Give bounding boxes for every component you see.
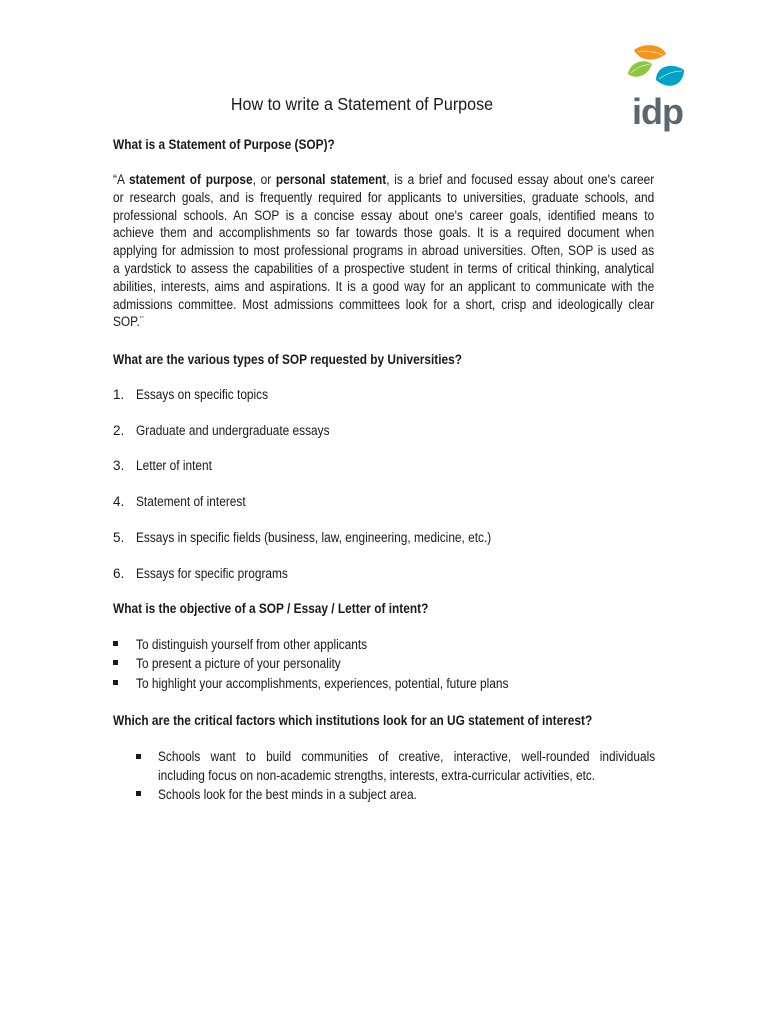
list-number: 3. (113, 458, 125, 473)
line-text: achieve them and accomplishments so far towards those goals. It is a required document when (113, 225, 655, 241)
line-text: applying for admission to most professional programs in abroad universities. Often, SOP is used as (113, 243, 655, 259)
paragraph-line (113, 278, 654, 296)
paragraph-line (113, 189, 654, 207)
text-run: , is a brief and focused essay about one's career (386, 172, 655, 187)
line-text: or research goals, and is frequently required for applicants to universities, graduate schools, and (113, 189, 655, 205)
list-text: Graduate and undergraduate essays (136, 423, 330, 438)
paragraph-line (113, 296, 654, 314)
heading-text: What is a Statement of Purpose (SOP)? (113, 137, 335, 152)
heading-text: Which are the critical factors which institutions look for an UG statement of interest? (113, 713, 593, 728)
list-number: 2. (113, 423, 125, 438)
bullet-text: To distinguish yourself from other applicants (136, 637, 368, 652)
logo-petals-icon (626, 44, 690, 98)
list-number: 1. (113, 387, 125, 402)
page-title: How to write a Statement of Purpose (230, 94, 494, 114)
section-heading-types (113, 351, 510, 368)
list-number: 4. (113, 494, 125, 509)
paragraph-line (113, 313, 654, 331)
bullet-text: To highlight your accomplishments, experiences, potential, future plans (136, 676, 509, 691)
line-text: a yardstick to assess the capabilities of a prospective student in terms of critical thinking, analytical (113, 260, 655, 276)
text-run: “A (113, 172, 129, 187)
bullet-icon (113, 680, 118, 685)
heading-text: What are the various types of SOP requested by Universities? (113, 352, 463, 367)
line-text: professional schools. An SOP is a concise essay about one's career goals, identified means to (113, 207, 655, 223)
list-text: Essays on specific topics (136, 387, 269, 402)
bullet-text: To present a picture of your personality (136, 656, 341, 671)
bullet-text: Schools look for the best minds in a subject area. (158, 787, 417, 802)
idp-logo (626, 44, 690, 134)
line-text: SOP.¨ (113, 314, 144, 330)
paragraph-line (113, 260, 654, 278)
paragraph-line (113, 224, 654, 242)
list-text: Letter of intent (136, 458, 212, 473)
heading-text: What is the objective of a SOP / Essay / Letter of intent? (113, 601, 429, 616)
section-heading-sop (113, 136, 365, 153)
text-run: , or (252, 172, 276, 187)
paragraph-line (113, 207, 654, 225)
bold-term: statement of purpose (128, 172, 253, 187)
bullet-icon (136, 754, 141, 759)
list-text: Essays for specific programs (136, 566, 288, 581)
section-heading-critical-factors (113, 712, 658, 729)
line-text: admissions committee. Most admissions committees look for a short, crisp and ideologically clear (113, 296, 655, 312)
list-number: 5. (113, 530, 125, 545)
paragraph-line (113, 171, 654, 189)
logo-text: idp (632, 91, 683, 132)
list-number: 6. (113, 566, 125, 581)
bullet-icon (113, 641, 118, 646)
bullet-icon (136, 791, 141, 796)
sop-definition-paragraph (113, 171, 654, 331)
bullet-icon (113, 660, 118, 665)
bullet-text-line: Schools want to build communities of creative, interactive, well-rounded individuals (158, 749, 656, 764)
line-text: abilities, interests, aims and aspirations. It is a good way for an applicant to communicate with the (113, 278, 655, 294)
bullet-text-line: including focus on non-academic strengths, interests, extra-curricular activities, etc. (158, 768, 596, 783)
paragraph-line (113, 242, 654, 260)
section-heading-objective (113, 600, 471, 617)
list-text: Statement of interest (136, 494, 246, 509)
bold-term: personal statement (275, 172, 387, 187)
list-text: Essays in specific fields (business, law, engineering, medicine, etc.) (136, 530, 492, 545)
